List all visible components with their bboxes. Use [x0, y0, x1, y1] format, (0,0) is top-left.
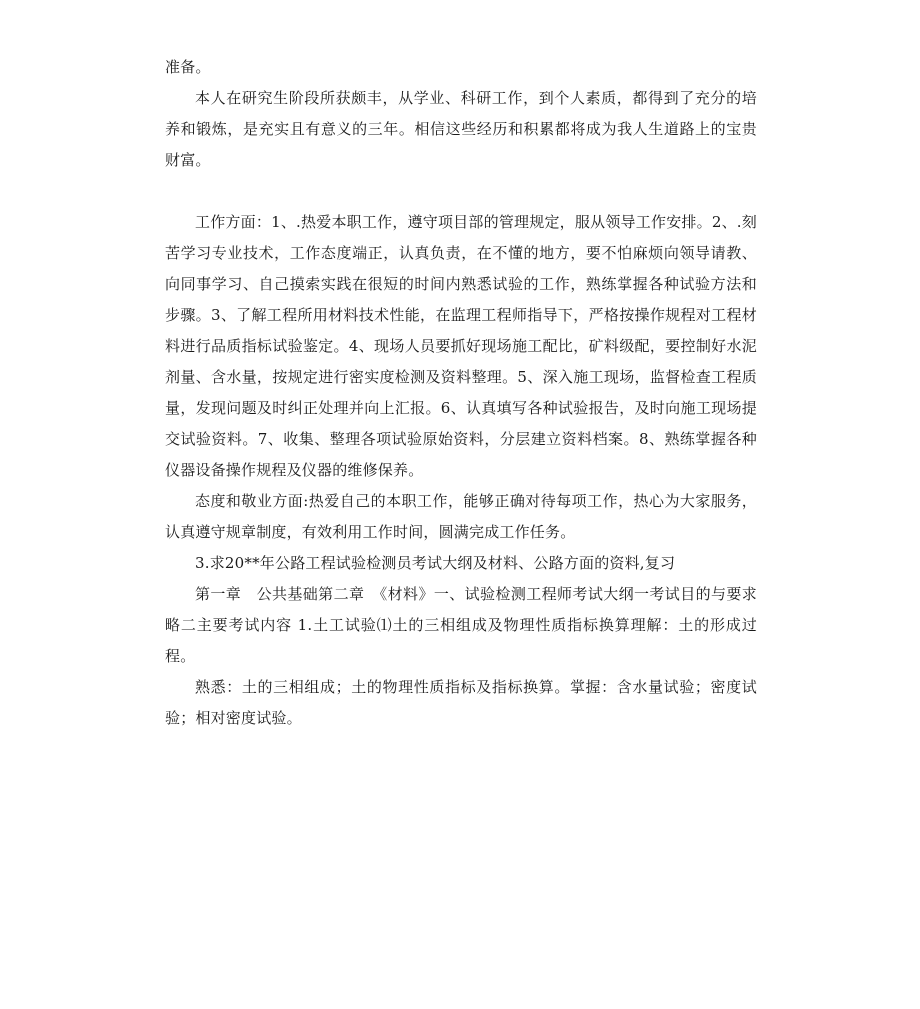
document-body [165, 52, 773, 734]
paragraph-exam-outline: 第一章 公共基础第二章 《材料》一、试验检测工程师考试大纲一考试目的与要求 略二主要考试内容 1.土工试验⑴土的三相组成及物理性质指标换算理解：土的形成过程。 [165, 585, 773, 665]
paragraph-familiarize: 熟悉：土的三相组成；土的物理性质指标及指标换算。掌握：含水量试验；密度试验；相对密度试验。 [165, 678, 757, 727]
paragraph-work-aspects: 工作方面：1、.热爱本职工作，遵守项目部的管理规定，服从领导工作安排。2、.刻苦学习专业技术，工作态度端正，认真负责，在不懂的地方，要不怕麻烦向领导请教、向同事学习、自己摸索实践在很短的时间内熟悉试验的工作，熟练掌握各种试验方法和步骤。3、了解工程所用材料技术性能，在监理工程师指导下，严格按操作规程对工程材料进行品质指标试验鉴定。4、现场人员要抓好现场施工配比，矿料级配，要控制好水泥剂量、含水量，按规定进行密实度检测及资料整理。5、深入施工现场，监督检查工程质量，发现问题及时纠正处理并向上汇报。6、认真填写各种试验报告，及时向施工现场提交试验资料。7、收集、整理各项试验原始资料，分层建立资料档案。8、熟练掌握各种仪器设备操作规程及仪器的维修保养。 [165, 213, 757, 479]
paragraph-continuation: 准备。 [165, 58, 211, 76]
paragraph-attitude: 态度和敬业方面:热爱自己的本职工作，能够正确对待每项工作，热心为大家服务，认真遵守规章制度，有效利用工作时间，圆满完成工作任务。 [165, 492, 757, 541]
paragraph-spacer [165, 176, 757, 207]
paragraph-section-heading: 3.求20**年公路工程试验检测员考试大纲及材料、公路方面的资料,复习 [195, 554, 676, 572]
paragraph-summary: 本人在研究生阶段所获颇丰，从学业、科研工作，到个人素质，都得到了充分的培养和锻炼，是充实且有意义的三年。相信这些经历和积累都将成为我人生道路上的宝贵财富。 [165, 89, 757, 169]
